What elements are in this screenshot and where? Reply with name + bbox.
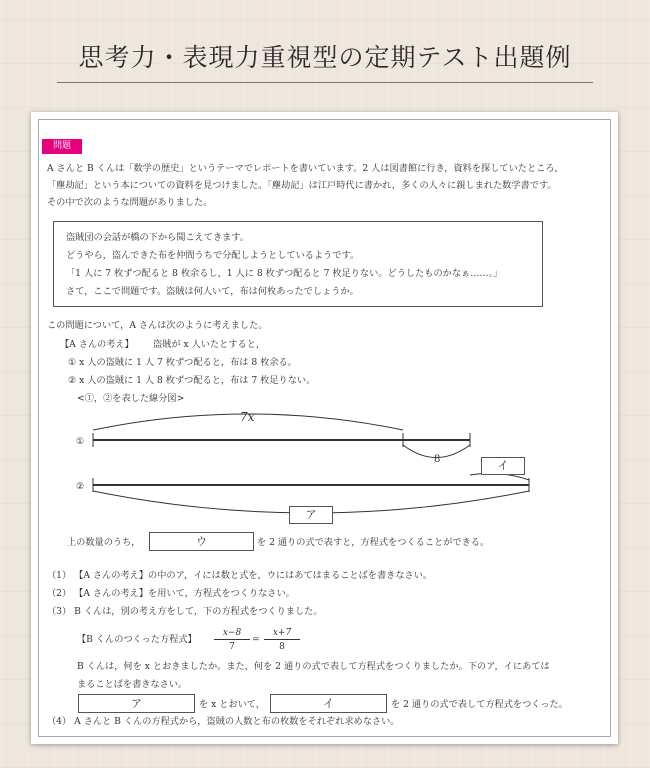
eq-left-denominator: 7 [229,642,235,652]
question-2: （2） 【A さんの考え】を用いて，方程式をつくりなさい。 [47,588,295,599]
a-idea-text: 盗賊が x 人いたとすると， [153,339,266,350]
problem-badge: 問題 [42,139,82,154]
a-item-2: ② x 人の盗賊に 1 人 8 枚ずつ配ると，布は 7 枚足りない。 [68,375,316,386]
equation-equals: = [252,634,260,645]
label-8: 8 [434,454,441,465]
eq-right-denominator: 8 [279,642,285,652]
q3-end-text: を 2 通りの式で表して方程式をつくった。 [391,699,568,710]
answer-box-u[interactable]: ウ [149,532,254,551]
answer-box-a[interactable]: ア [78,694,195,713]
sentence-pre: 上の数量のうち， [67,537,141,548]
intro-line-2: 「塵劫記」という本についての資料を見つけました。「塵劫記」は江戸時代に書かれ，多くの人々に親しまれた数学書です。 [47,180,557,191]
question-3: （3） B くんは，別の考え方をして，下の方程式をつくりました。 [47,606,323,617]
box-line-4: さて，ここで問題です。盗賊は何人いて，布は何枚あったでしょうか。 [66,286,359,297]
diagram-box-i[interactable]: イ [481,457,525,475]
intro-line-1: A さんと B くんは「数学の歴史」というテーマでレポートを書いています。2 人は図書館に行き，資料を探していたところ， [47,163,564,174]
answer-box-i[interactable]: イ [270,694,387,713]
box-line-1: 盗賊団の会話が橋の下から聞こえてきます。 [66,232,250,243]
a-intro: この問題について，A さんは次のように考えました。 [47,320,268,331]
box-line-3: 「1 人に 7 枚ずつ配ると 8 枚余るし，1 人に 8 枚ずつ配ると 7 枚足りない。どうしたものかなぁ……。」 [66,268,503,279]
equation-right-fraction [264,628,300,652]
page-title: 思考力・表現力重視型の定期テスト出題例 [78,43,572,72]
row-1-marker: ① [76,437,85,447]
question-4: （4） A さんと B くんの方程式から，盗賊の人数と布の枚数をそれぞれ求めなさい。 [47,716,400,727]
q3-mid-text: を x とおいて， [199,699,265,710]
diagram-box-a[interactable]: ア [289,506,333,524]
box-line-2: どうやら，盗んできた布を仲間うちで分配しようとしているようです。 [66,250,360,261]
a-idea-label: 【A さんの考え】 [60,339,134,350]
row-2-marker: ② [76,482,85,492]
diagram-caption: <①，②を表した線分図> [77,393,185,404]
b-equation-label: 【B くんのつくった方程式】 [77,634,197,645]
question-1: （1） 【A さんの考え】の中のア，イには数と式を，ウにはあてはまることばを書きなさい。 [47,570,433,581]
eq-left-numerator: x−8 [214,628,250,640]
equation-left-fraction [214,628,250,652]
a-item-1: ① x 人の盗賊に 1 人 7 枚ずつ配ると，布は 8 枚余る。 [68,357,297,368]
q3-text-1: B くんは，何を x とおきましたか。また，何を 2 通りの式で表して方程式をつくりましたか。下のア，イにあては [77,661,550,672]
q3-text-2: まることばを書きなさい。 [77,679,188,690]
sentence-post: を 2 通りの式で表すと，方程式をつくることができる。 [257,537,490,548]
label-7x: 7x [240,410,255,424]
intro-line-3: その中で次のような問題がありました。 [47,197,213,208]
eq-right-numerator: x+7 [264,628,300,640]
